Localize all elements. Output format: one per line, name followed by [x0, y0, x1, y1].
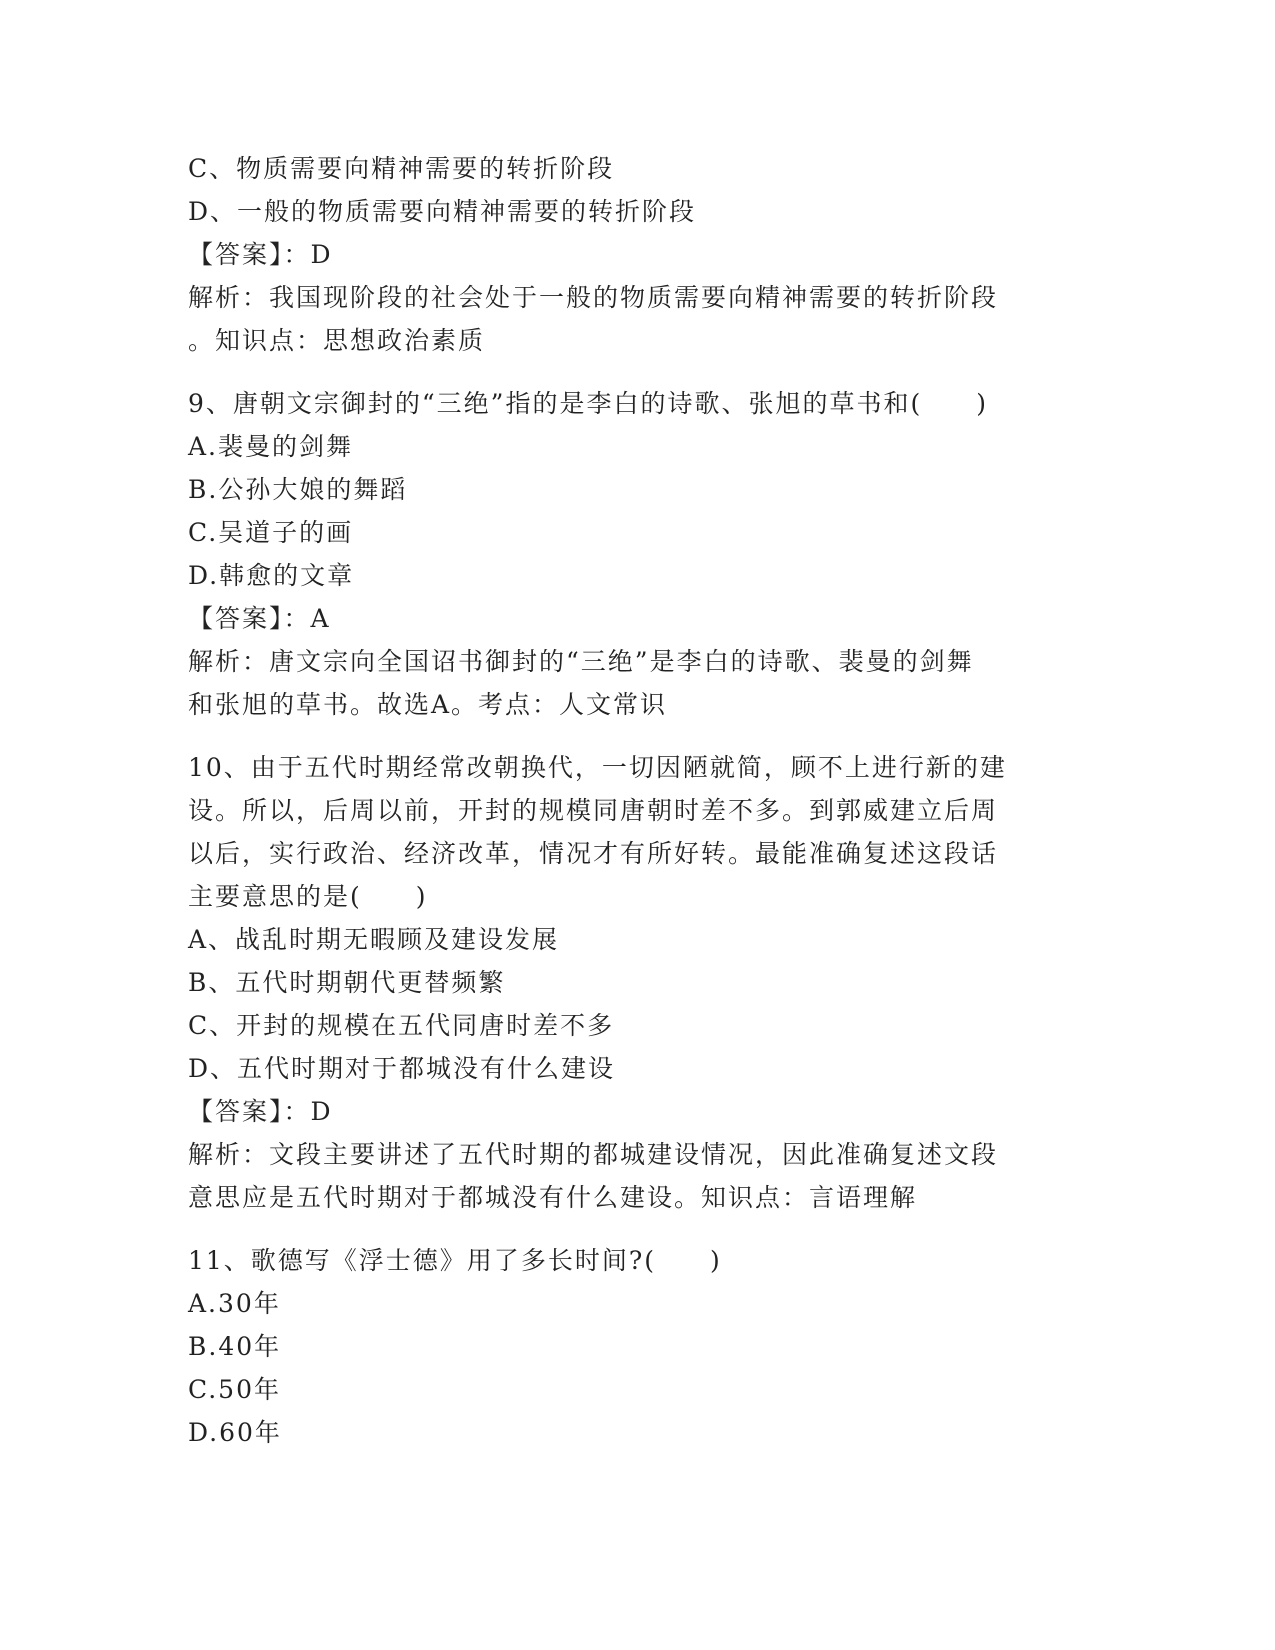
question-10 — [188, 746, 1088, 1219]
q10-option-a: A、战乱时期无暇顾及建设发展 — [188, 925, 560, 954]
q11-option-c: C.50年 — [188, 1375, 281, 1404]
q10-analysis-line: 意思应是五代时期对于都城没有什么建设。知识点：言语理解 — [188, 1183, 918, 1212]
q9-option-c: C.吴道子的画 — [188, 518, 354, 547]
q9-analysis-line: 和张旭的草书。故选A。考点：人文常识 — [188, 690, 668, 719]
question-9 — [188, 382, 1088, 726]
q11-stem: 11、歌德写《浮士德》用了多长时间?( ) — [188, 1246, 722, 1275]
q10-stem-line: 10、由于五代时期经常改朝换代，一切因陋就简，顾不上进行新的建 — [188, 753, 1007, 782]
q9-option-d: D.韩愈的文章 — [188, 561, 355, 590]
document-body — [188, 147, 1088, 1454]
q9-analysis-line: 解析：唐文宗向全国诏书御封的“三绝”是李白的诗歌、裴曼的剑舞 — [188, 647, 974, 676]
question-11 — [188, 1239, 1088, 1454]
q10-stem-line: 设。所以，后周以前，开封的规模同唐朝时差不多。到郭威建立后周 — [188, 796, 999, 825]
q8-analysis-line: 解析：我国现阶段的社会处于一般的物质需要向精神需要的转折阶段 — [188, 283, 999, 312]
q8-analysis-line: 。知识点：思想政治素质 — [188, 326, 486, 355]
q10-stem-line: 主要意思的是( ) — [188, 882, 428, 911]
q10-answer: 【答案】：D — [188, 1097, 333, 1126]
q11-option-a: A.30年 — [188, 1289, 281, 1318]
q9-stem: 9、唐朝文宗御封的“三绝”指的是李白的诗歌、张旭的草书和( ) — [188, 389, 988, 418]
q8-option-d: D、一般的物质需要向精神需要的转折阶段 — [188, 197, 697, 226]
q10-option-d: D、五代时期对于都城没有什么建设 — [188, 1054, 616, 1083]
q9-option-a: A.裴曼的剑舞 — [188, 432, 354, 461]
q9-answer: 【答案】：A — [188, 604, 331, 633]
q11-option-b: B.40年 — [188, 1332, 282, 1361]
q9-option-b: B.公孙大娘的舞蹈 — [188, 475, 408, 504]
q8-option-c: C、物质需要向精神需要的转折阶段 — [188, 154, 615, 183]
q10-option-c: C、开封的规模在五代同唐时差不多 — [188, 1011, 615, 1040]
q11-option-d: D.60年 — [188, 1418, 282, 1447]
q10-stem-line: 以后，实行政治、经济改革，情况才有所好转。最能准确复述这段话 — [188, 839, 999, 868]
q8-answer: 【答案】：D — [188, 240, 333, 269]
question-8-tail — [188, 147, 1088, 362]
q10-analysis-line: 解析：文段主要讲述了五代时期的都城建设情况，因此准确复述文段 — [188, 1140, 999, 1169]
q10-option-b: B、五代时期朝代更替频繁 — [188, 968, 506, 997]
